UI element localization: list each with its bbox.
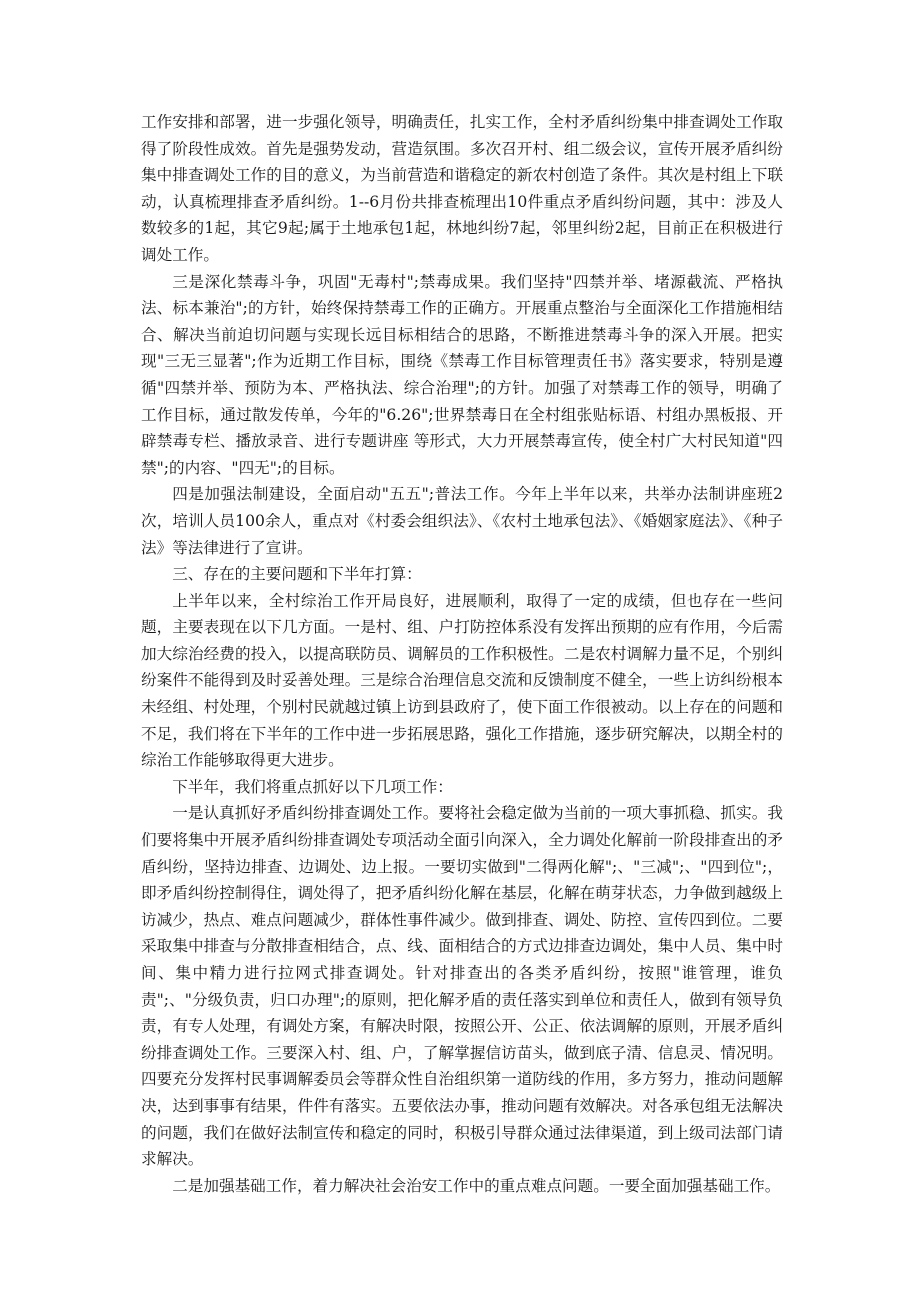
paragraph-anti-drug: 三是深化禁毒斗争，巩固"无毒村";禁毒成果。我们坚持"四禁并举、堵源截流、严格执法、标本兼治";的方针，始终保持禁毒工作的正确方。开展重点整治与全面深化工作措施相结合、解决当前迫切问题与实现长远目标相结合的思路，不断推进禁毒斗争的深入开展。把实现"三无三显著";作为近期工作目标，围绕《禁毒工作目标管理责任书》落实要求，特别是遵循"四禁并举、预防为本、严格执法、综合治理";的方针。加强了对禁毒工作的领导，明确了工作目标，通过散发传单，今年的"6.26";世界禁毒日在全村组张贴标语、村组办黑板报、开辟禁毒专栏、播放录音、进行专题讲座 等形式，大力开展禁毒宣传，使全村广大村民知道"四禁";的内容、"四无";的目标。: [141, 272, 783, 477]
paragraph-second-half-intro: 下半年，我们将重点抓好以下几项工作：: [172, 777, 453, 796]
section-heading-problems-plans: 三、存在的主要问题和下半年打算：: [172, 565, 422, 584]
paragraph-legal-education: 四是加强法制建设，全面启动"五五";普法工作。今年上半年以来，共举办法制讲座班2次，培训人员100余人，重点对《村委会组织法》、《农村土地承包法》、《婚姻家庭法》、《种子法》等法律进行了宣讲。: [141, 485, 783, 557]
document-body: [141, 109, 783, 1199]
paragraph-dispute-resolution-plan: 一是认真抓好矛盾纠纷排查调处工作。要将社会稳定做为当前的一项大事抓稳、抓实。我们要将集中开展矛盾纠纷排查调处专项活动全面引向深入，全力调处化解前一阶段排查出的矛盾纠纷，坚持边排查、边调处、边上报。一要切实做到"二得两化解";、"三减";、"四到位";，即矛盾纠纷控制得住，调处得了，把矛盾纠纷化解在基层，化解在萌芽状态，力争做到越级上访减少，热点、难点问题减少，群体性事件减少。做到排查、调处、防控、宣传四到位。二要采取集中排查与分散排查相结合，点、线、面相结合的方式边排查边调处，集中人员、集中时间、集中精力进行拉网式排查调处。针对排查出的各类矛盾纠纷，按照"谁管理，谁负责";、"分级负责，归口办理";的原则，把化解矛盾的责任落实到单位和责任人，做到有领导负责，有专人处理，有调处方案，有解决时限，按照公开、公正、依法调解的原则，开展矛盾纠纷排查调处工作。三要深入村、组、户，了解掌握信访苗头，做到底子清、信息灵、情况明。四要充分发挥村民事调解委员会等群众性自治组织第一道防线的作用，多方努力，推动问题解决，达到事事有结果，件件有落实。五要依法办事，推动问题有效解决。对各承包组无法解决的问题，我们在做好法制宣传和稳定的同时，积极引导群众通过法律渠道，到上级司法部门请求解决。: [141, 804, 783, 1169]
paragraph-continued-dispute-work: 工作安排和部署，进一步强化领导，明确责任，扎实工作，全村矛盾纠纷集中排查调处工作取得了阶段性成效。首先是强势发动，营造氛围。多次召开村、组二级会议，宣传开展矛盾纠纷集中排查调处工作的目的意义，为当前营造和谐稳定的新农村创造了条件。其次是村组上下联动，认真梳理排查矛盾纠纷。1--6月份共排查梳理出10件重点矛盾纠纷问题，其中：涉及人数较多的1起，其它9起;属于土地承包1起，林地纠纷7起，邻里纠纷2起，目前正在积极进行调处工作。: [141, 113, 783, 264]
paragraph-basic-work: 二是加强基础工作，着力解决社会治安工作中的重点难点问题。一要全面加强基础工作。: [172, 1176, 781, 1195]
paragraph-problems: 上半年以来，全村综治工作开局良好，进展顺利，取得了一定的成绩，但也存在一些问题，主要表现在以下几方面。一是村、组、户打防控体系没有发挥出预期的应有作用，今后需加大综治经费的投入，以提高联防员、调解员的工作积极性。二是农村调解力量不足，个别纠纷案件不能得到及时妥善处理。三是综合治理信息交流和反馈制度不健全，一些上访纠纷根本未经组、村处理，个别村民就越过镇上访到县政府了，使下面工作很被动。以上存在的问题和不足，我们将在下半年的工作中进一步拓展思路，强化工作措施，逐步研究解决，以期全村的综治工作能够取得更大进步。: [141, 591, 783, 770]
